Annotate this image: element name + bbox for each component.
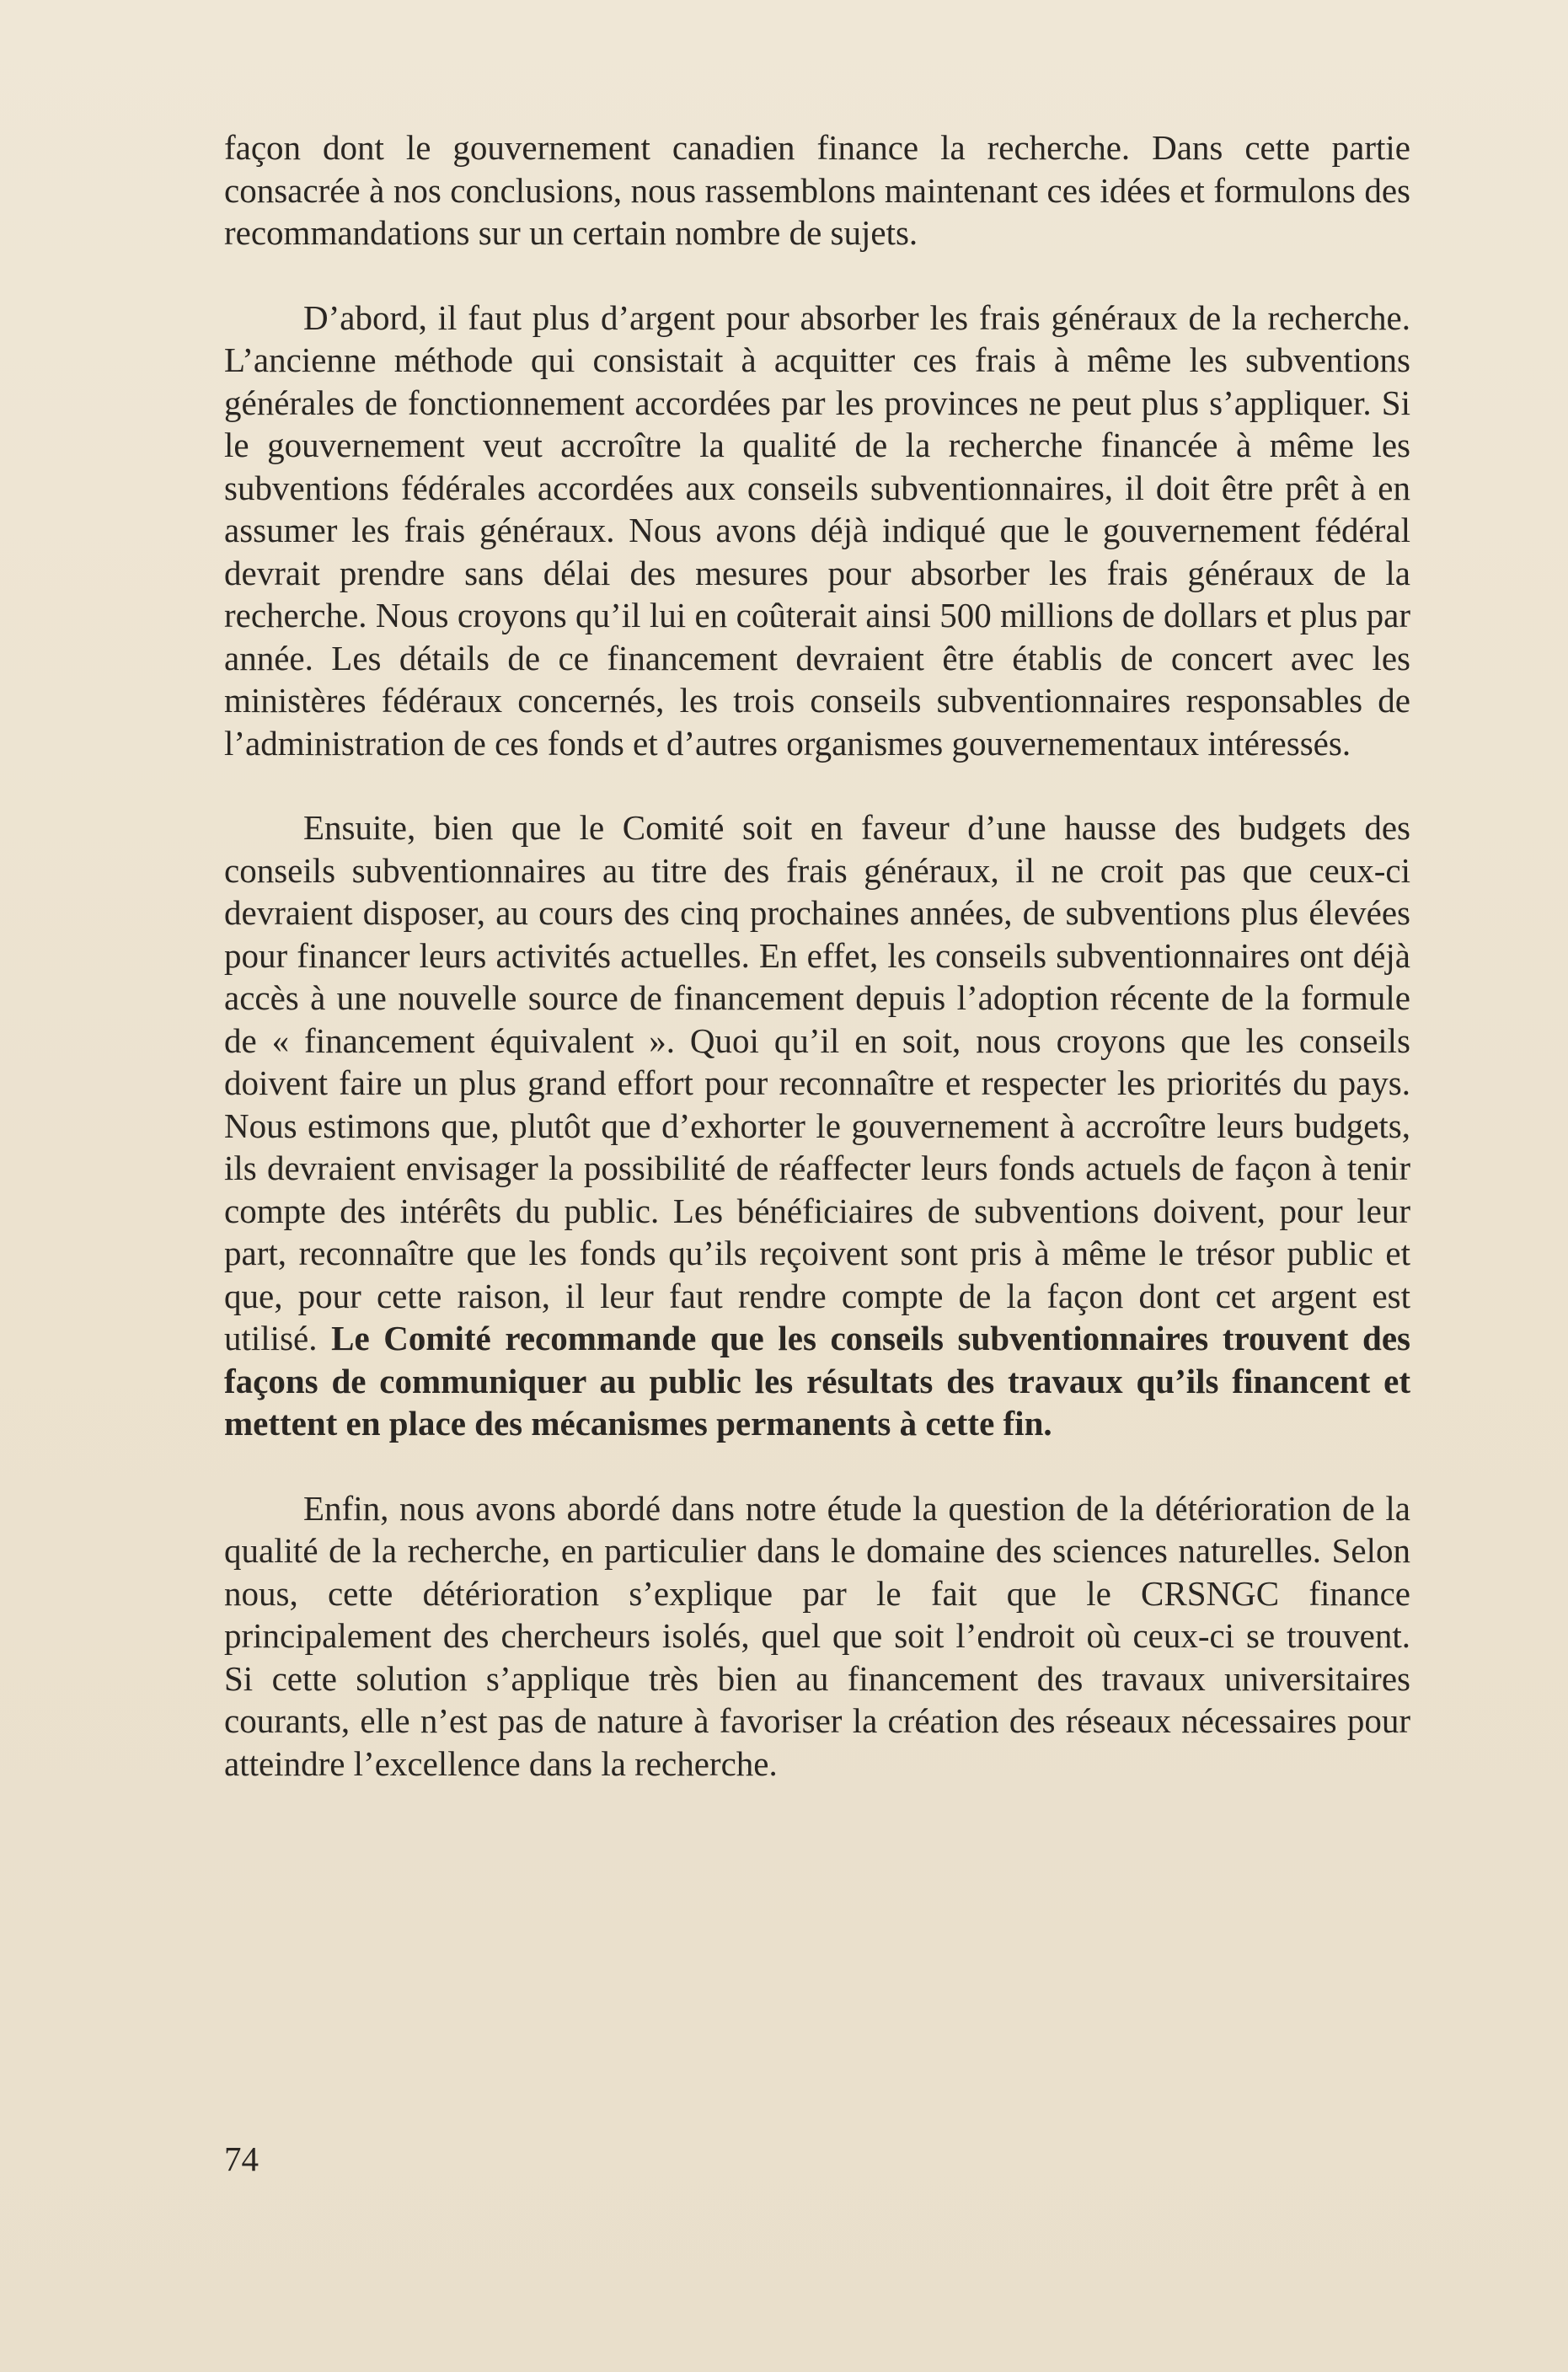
- paragraph-intro: façon dont le gouvernement canadien finance la recherche. Dans cette partie consacrée à nos conclusions, nous rassemblons maintenant ces idées et formulons des recommandations sur un certain nombre de sujets.: [224, 128, 1410, 252]
- paragraph-granting-councils-text: Ensuite, bien que le Comité soit en faveur d’une hausse des budgets des conseils subventionnaires au titre des frais généraux, il ne croit pas que ceux-ci devraient disposer, au cours des cinq prochaines années, de subventions plus élevées pour financer leurs activités actuelles. En effet, les conseils subventionnaires ont déjà accès à une nouvelle source de financement depuis l’adoption récente de la formule de « financement équivalent ». Quoi qu’il en soit, nous croyons que les conseils doivent faire un plus grand effort pour reconnaître et respecter les priorités du pays. Nous estimons que, plutôt que d’exhorter le gouvernement à accroître leurs budgets, ils devraient envisager la possibilité de réaffecter leurs fonds actuels de façon à tenir compte des intérêts du public. Les bénéficiaires de subventions doivent, pour leur part, reconnaître que les fonds qu’ils reçoivent sont pris à même le trésor public et que, pour cette raison, il leur faut rendre compte de la façon dont cet argent est utilisé.: [224, 808, 1410, 1357]
- paragraph-overhead-costs: D’abord, il faut plus d’argent pour absorber les frais généraux de la recherche. L’ancienne méthode qui consistait à acquitter ces frais à même les subventions générales de fonctionnement accordées par les provinces ne peut plus s’appliquer. Si le gouvernement veut accroître la qualité de la recherche financée à même les subventions fédérales accordées aux conseils subventionnaires, il doit être prêt à en assumer les frais généraux. Nous avons déjà indiqué que le gouvernement fédéral devrait prendre sans délai des mesures pour absorber les frais généraux de la recherche. Nous croyons qu’il lui en coûterait ainsi 500 millions de dollars et plus par année. Les détails de ce financement devraient être établis de concert avec les ministères fédéraux concernés, les trois conseils subventionnaires responsables de l’administration de ces fonds et d’autres organismes gouvernementaux intéressés.: [224, 297, 1410, 763]
- committee-recommendation: Le Comité recommande que les conseils subventionnaires trouvent des façons de communiquer au public les résultats des travaux qu’ils financent et mettent en place des mécanismes permanents à cette fin.: [224, 1319, 1411, 1443]
- paragraph-research-quality: Enfin, nous avons abordé dans notre étude la question de la détérioration de la qualité de la recherche, en particulier dans le domaine des sciences naturelles. Selon nous, cette détérioration s’explique par le fait que le CRSNGC finance principalement des chercheurs isolés, quel que soit l’endroit où ceux-ci se trouvent. Si cette solution s’applique très bien au financement des travaux universitaires courants, elle n’est pas de nature à favoriser la création des réseaux nécessaires pour atteindre l’excellence dans la recherche.: [224, 1488, 1410, 1783]
- body-text: [224, 126, 1410, 1827]
- paragraph-granting-councils: [224, 806, 1410, 1445]
- page-number: 74: [224, 2139, 259, 2178]
